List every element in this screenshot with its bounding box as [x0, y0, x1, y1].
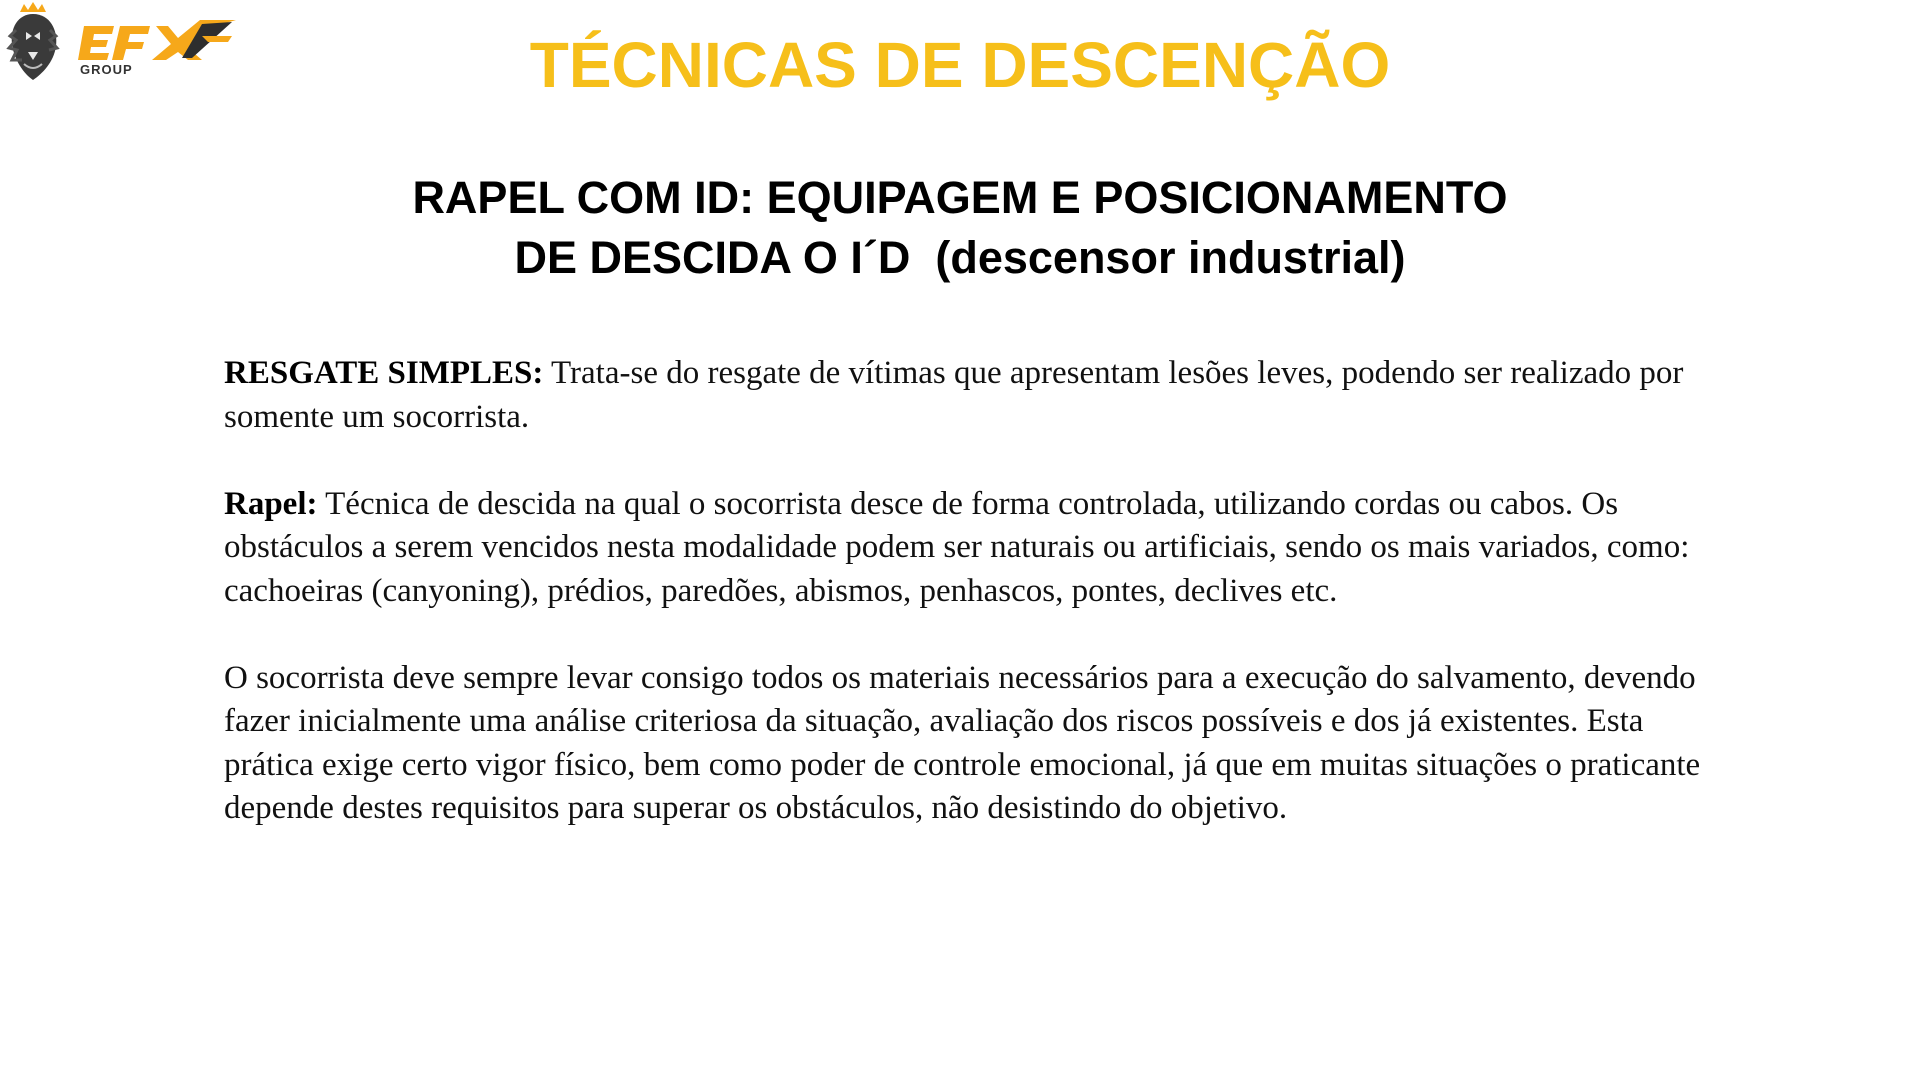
paragraph-socorrista	[224, 657, 1724, 831]
subtitle-line-1: RAPEL COM ID: EQUIPAGEM E POSICIONAMENTO	[412, 172, 1508, 223]
paragraph-text: O socorrista deve sempre levar consigo todos os materiais necessários para a execução do salvamento, devendo fazer inicialmente uma análise criteriosa da situação, avaliação dos riscos possíveis e dos já existentes. Esta prática exige certo vigor físico, bem como poder de controle emocional, já que em muitas situações o praticante depende destes requisitos para superar os obstáculos, não desistindo do objetivo.	[224, 659, 1701, 826]
paragraph-lead: RESGATE SIMPLES:	[224, 355, 544, 391]
page-title: TÉCNICAS DE DESCENÇÃO	[529, 29, 1391, 101]
paragraph-rapel	[224, 483, 1724, 614]
body-text	[224, 352, 1724, 874]
paragraph-text: Técnica de descida na qual o socorrista desce de forma controlada, utilizando cordas ou cabos. Os obstáculos a serem vencidos nesta modalidade podem ser naturais ou artificiais, sendo os mais variados, como: cachoeiras (canyoning), prédios, paredões, abismos, penhascos, pontes, declives etc.	[224, 485, 1690, 609]
paragraph-text: Trata-se do resgate de vítimas que apresentam lesões leves, podendo ser realizado por somente um socorrista.	[224, 355, 1684, 435]
subtitle-line-2: DE DESCIDA O I´D (descensor industrial)	[514, 232, 1406, 283]
subtitle	[0, 168, 1920, 288]
svg-text:GROUP: GROUP	[80, 62, 133, 77]
paragraph-resgate-simples	[224, 352, 1724, 439]
paragraph-lead: Rapel:	[224, 485, 318, 522]
